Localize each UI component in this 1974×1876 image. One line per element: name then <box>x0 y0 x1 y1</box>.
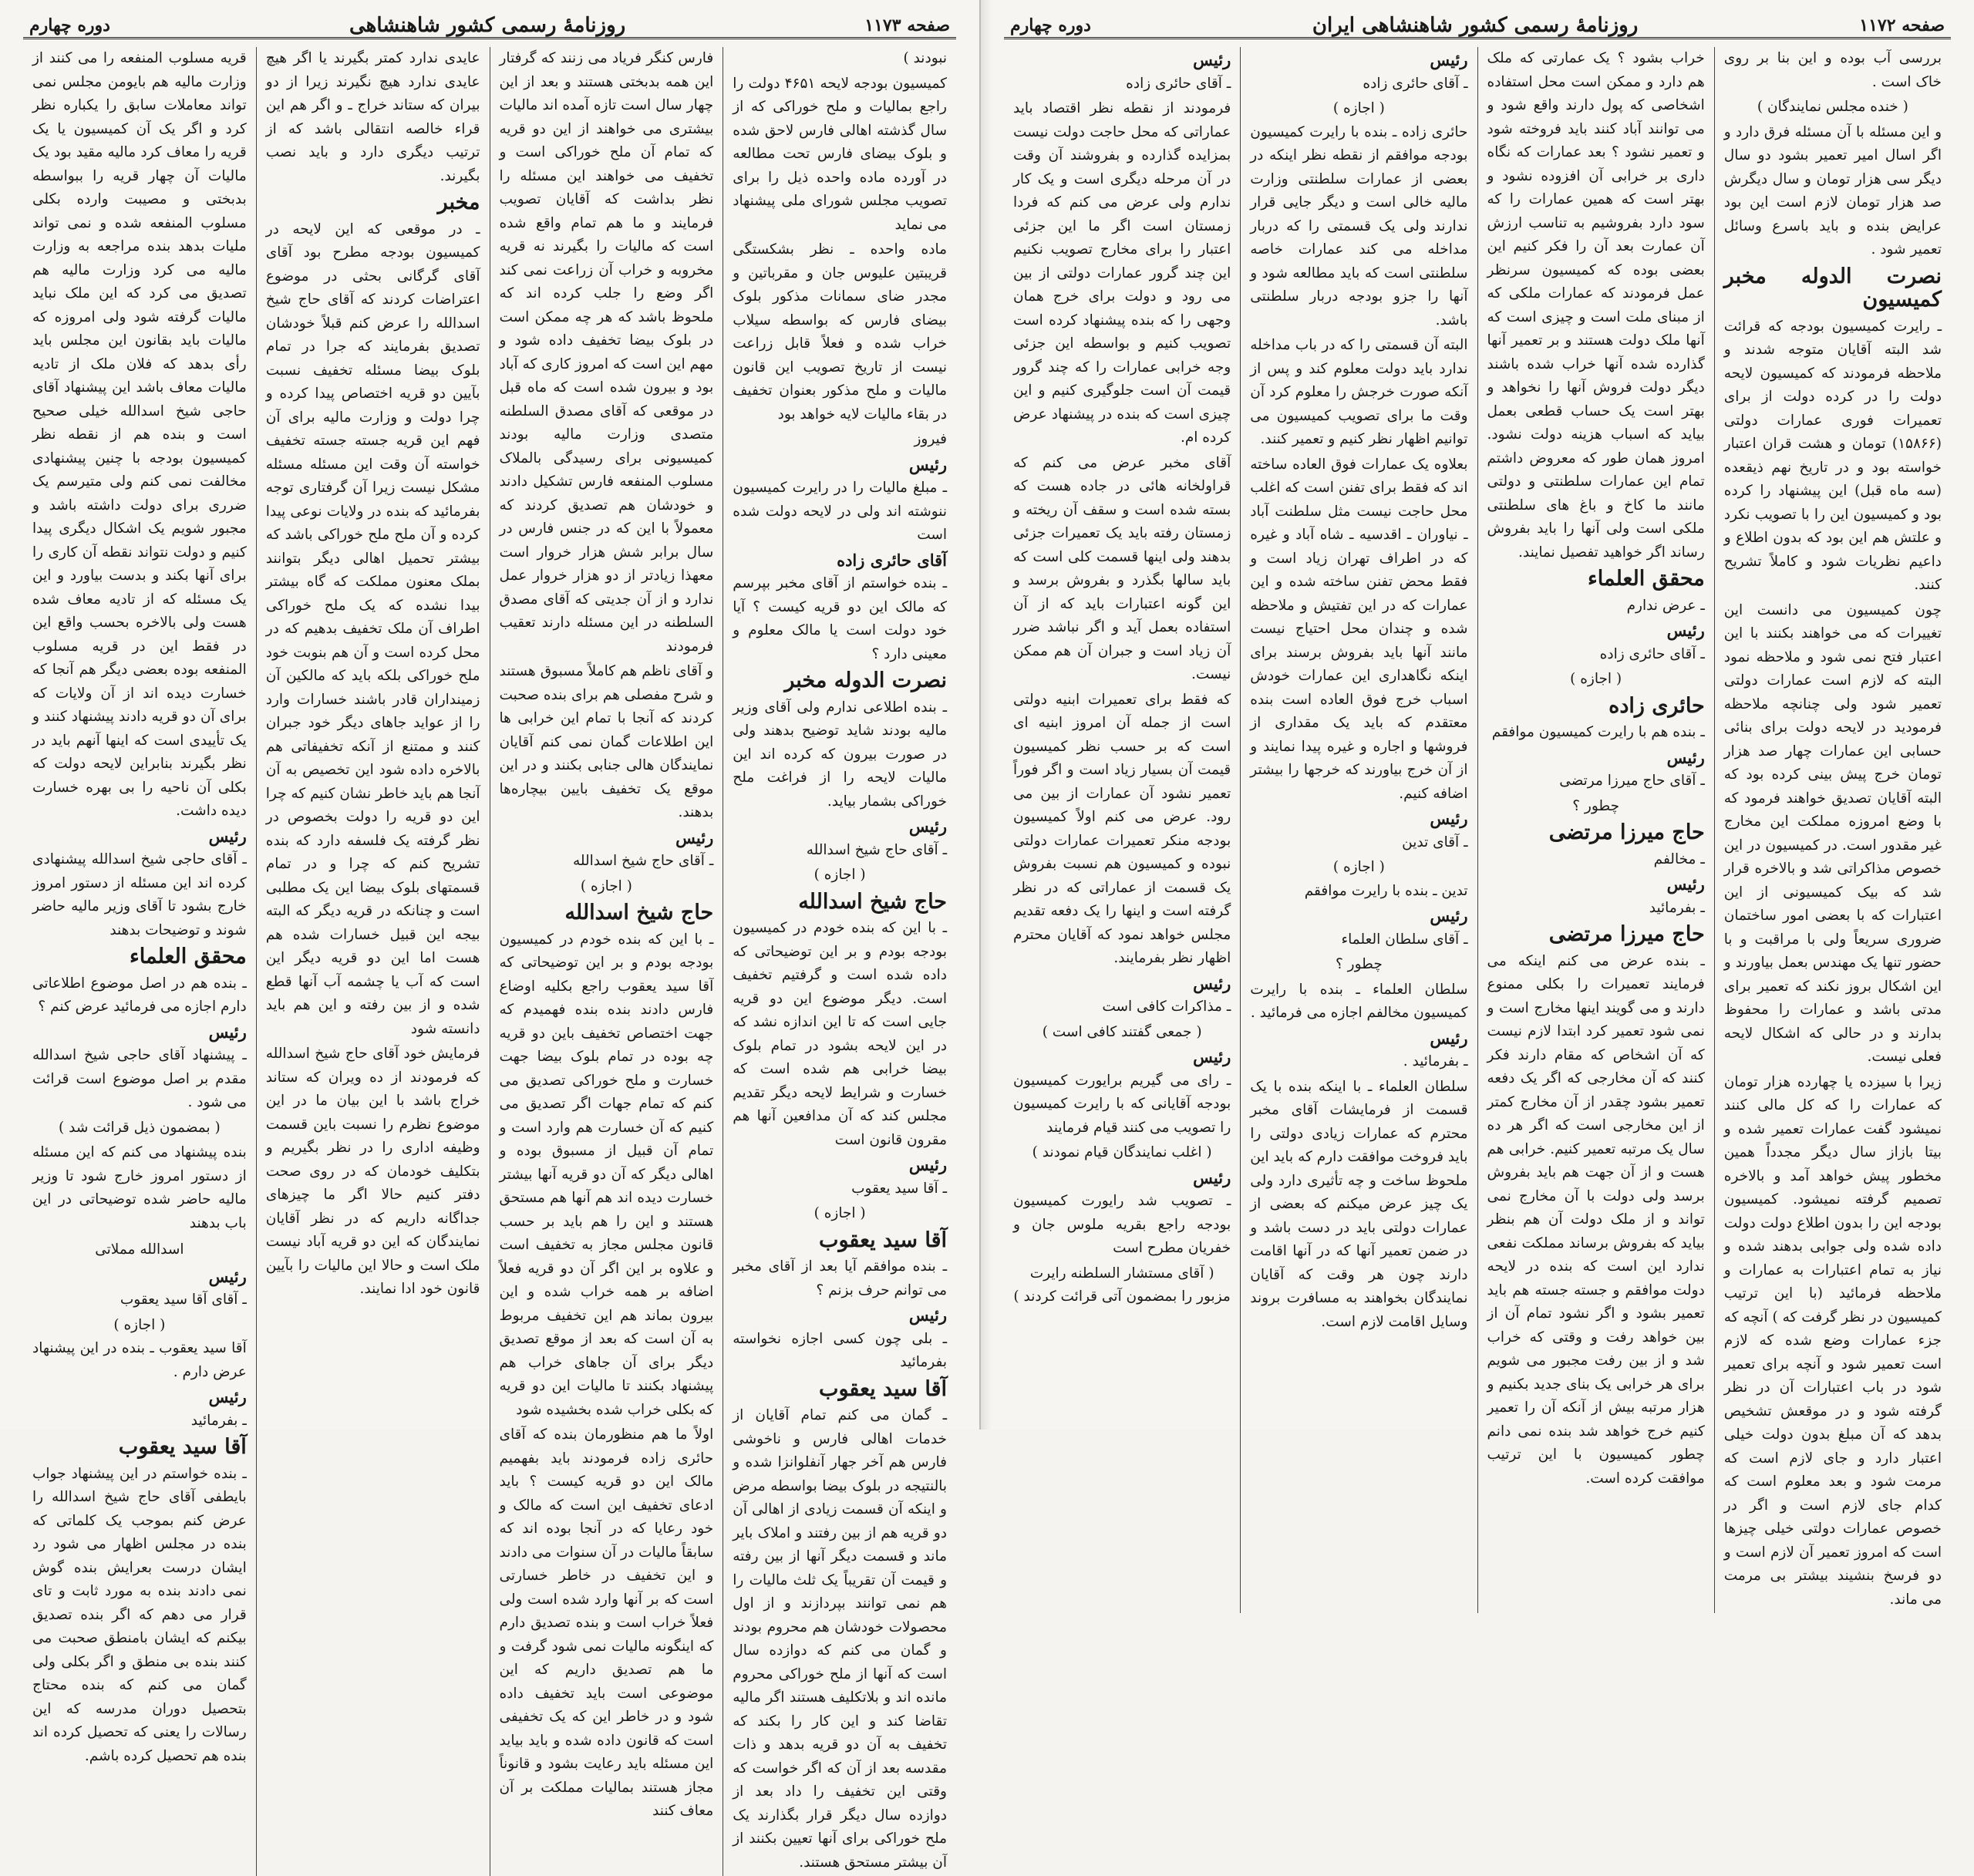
speaker-name: رئیس <box>1193 1167 1231 1187</box>
right-page-period: دوره چهارم <box>1010 15 1091 35</box>
paragraph: فرمایش خود آقای حاج شیخ اسدالله که فرمودند از ده ویران که ستاند خراج باشد با این بیان ما در این موضوع نظرم را نسبت باین قسمت وظیفه اداری را در نظر بگیریم و بتکلیف خودمان که در روی صحت دفتر کنیم حالا اگر ما چیزهای جداگانه داریم که در نظر آقایان نمایندگان که این دو قریه آباد نیست ملک است و حالا این مالیات را بآیین قانون خود ادا نمایند. <box>265 1046 480 1297</box>
speaker-heading: حاج شیخ اسدالله <box>798 889 947 914</box>
paragraph: و این مسئله با آن مسئله فرق دارد و اگر اسال امیر تعمیر بشود دو سال دیگر سی هزار تومان و سال دیگرش صد هزار تومان لازم است این بود عرایض بنده و باید باسرع وسائل تعمیر شود . <box>1723 123 1942 258</box>
paragraph: ـ بنده هم در اصل موضوع اطلاعاتی دارم اجازه می فرمائید عرض کنم ؟ <box>32 975 247 1015</box>
gutter-shadow <box>981 0 992 1430</box>
right-page <box>979 0 1974 1608</box>
paragraph: کمیسیون بودجه لایحه ۴۶۵۱ دولت را راجع بمالیات و ملح خوراکی که از سال گذشته اهالی فارس لاحق شده و بلوک بیضای فارس تحت مطالعه در آورده ماده واحده ذیل را برای تصویب مجلس شورای ملی پیشنهاد می نماید <box>733 75 947 233</box>
paragraph: ـ آقای تدین <box>1402 834 1468 850</box>
paragraph: البته آن قسمتی را که در باب مداخله ندارد باید دولت معلوم کند و پس از آنکه صورت خرجش را معلوم کرد آن وقت ما برای تصویب کمیسیون می توانیم اظهار نظر کنیم و تعمیر کنند. <box>1250 337 1468 447</box>
paragraph: ـ بنده عرض می کنم اینکه می فرمایند تعمیرات را بکلی ممنوع دارند و می گویند اینها مخارج است و نمی شود تعمیر کرد ابتدا لازم نیست که آن اشخاص که مقام دارند فکر کنند که آن مخارجی که اگر یک دفعه تعمیر بشود چقدر از آن مخارج کمتر از این مخارجی است که اگر هر ده سال یک مرتبه تعمیر کنیم. خرابی هم هست و از آن جهت هم باید بفروش برسد ولی دولت با آن مخارج نمی تواند و از ملک دولت آن هم بنظر بیاید که بفروش برساند مملکت نفعی ندارد این است که بنده در لایحه دولت موافقم و جسته‌ جسته هم باید تعمیر بشود و اگر نشود تمام آن از بین خواهد رفت و وقتی که خراب شد و از بین رفت مجبور می شویم برای هر خرابی یک بنای جدید بکنیم و هزار مرتبه بیش از آنکه آن را تعمیر کنیم خرج خواهد شد بنده نمی دانم چطور کمیسیون با این ترتیب موافقت کرده است. <box>1487 952 1705 1487</box>
paragraph: ـ آقای حائری زاده <box>1363 75 1468 92</box>
permission-note: ( اجازه ) <box>814 867 866 883</box>
paragraph: بررسی آب بوده و این بنا بر روی خاک است . <box>1723 50 1942 90</box>
paragraph: ـ بنده اطلاعی ندارم ولی آقای وزیر مالیه بودند شاید توضیح بدهند ولی در صورت بیرون که کرده اند این مالیات لایحه را از فراغت ملح خوراکی بشمار بیاید. <box>733 699 947 810</box>
speaker-heading: محقق العلماء <box>1588 567 1705 591</box>
paragraph: که فقط برای تعمیرات ابنیه دولتی است از جمله آن امروز ابنیه ای است که بر حسب نظر کمیسیون قیمت آن بسیار زیاد است و اگر فوراً تعمیر نشود آن عمارات از بین می رود. عرض می کنم اولاً کمیسیون بودجه منکر تعمیرات عمارات دولتی نبوده و کمیسیون هم نسبت بفروش یک قسمت از عماراتی که در نظر گرفته است و اینها را یک دفعه تقدیم مجلس خواهد نمود که آقایان محترم اظهار نظر بفرمایند. <box>1013 691 1231 966</box>
speaker-name: رئیس <box>208 1266 247 1286</box>
text-column <box>1714 47 1951 1613</box>
speaker-name: رئیس <box>908 1155 947 1174</box>
speaker-name: رئیس <box>1430 50 1468 69</box>
speaker-heading: آقا سید یعقوب <box>118 1435 247 1459</box>
paragraph: ـ آقای حاجی شیخ اسدالله پیشنهادی کرده اند این مسئله از دستور امروز خارج بشود تا آقای وزیر مالیه حاضر شوند و توضیحات بدهند <box>32 851 247 938</box>
paragraph: قریه مسلوب المنفعه را می کنند از وزارت مالیه هم بایومن مجلس نمی تواند معاملات سابق را یکباره نظر کرد و اگر یک آن کمیسیون یا یک قریه را معاف کرد مالیه مقید بود یک مالیات آن چهار قریه را ببواسطه بدبختی و مصیبت وارده بکلی مسلوب المنفعه شده و نمی تواند ملیات بدهد بنده مراجعه به وزارت مالیه می کرد وزارت مالیه هم تصدیق می کرد که این ملک نباید مالیات گرفته شود ولی امروزه که مالیات باید بقانون این مجلس باید رأی بدهد که فلان ملک از تادیه مالیات معاف باشد این پیشنهاد آقای حاجی شیخ اسدالله خیلی صحیح است و بنده هم از نقطه نظر کمیسیون بودجه با چنین پیشنهادی مخالفت نمی کنم ولی متیرسم یک ضرری برای دولت داشته باشد و مجبور شویم یک اشکال دیگری پیدا کنیم و دولت نتواند نقطه آن کاری را برای آنها بکند و بدست بیاورد و این یک مسئله که از تادیه معاف شده هست ولی بالاخره بحسب واقع این در فقط این در قریه مسلوب المنفعه بوده بعضی دیگر هم آنجا که خسارت دیده اند از آن ولایات که برای آن دو قریه دادند پیشنهاد کنند و یک تأییدی است که اینها آنهم باید در نظر بگیرند بنابراین لایحه دولت که بکلی آن ناحیه را بی بهره خسارت دیده داشت. <box>32 50 247 819</box>
paragraph: ـ در موقعی که این لایحه در کمیسیون بودجه مطرح بود آقای آقای گرگانی بحثی در موضوع اعتراضات کردند که آقای حاج شیخ اسدالله را عرض کنم قبلاً خودشان تصدیق بفرمایند که جرا در تمام بلوک بیضا مسئله تخفیف نسبت بآیین دو قریه اختصاص پیدا کرده و چرا دولت و وزارت مالیه برای آن فهم این قریه جسته‌ جسته تخفیف خواسته آن وقت این مسئله مسئله مشکل نیست زیرا آن گرفتاری توجه بفرمائید که بنده در ولایات نوعی پیدا کرده و آن ملح ملح خوراکی باشد که بیشتر تحمیل اهالی دیگر بتوانند بملک معنون مملکت که گاه بیشتر بیدا نشده که یک ملح خوراکی اطراف آن ملک تخفیف بدهیم که در محل کرده است و آن هم بنوبت خود ملح خوراکی بلکه باید که مالکین آن زمینداران قادر باشند خسارات وارد را از عواید جاهای دیگر خود جبران کنند و ممتنع از آنکه تخفیفاتی هم بالاخره داده شود این تخصیص به آن آنجا هم باید خاطر نشان کنیم که چرا این دو قریه را دولت بخصوص در نظر گرفته یک فلسفه دارد که بنده تشریح کنم که چرا و در تمام قسمتهای بلوک بیضا این یک مطلبی است و چنانکه در قریه دیگر که البته بیجه این قبیل خسارات شده هم هست اما این دو قریه دیگر این است که آب یا چشمه آب آنها قطع شده و از بین رفته و این هم باید دانسته شود <box>265 221 480 1037</box>
parenthetical-note: ( اغلب نمایندگان قیام نمودند ) <box>1032 1144 1212 1160</box>
paragraph: ـ آقا سید یعقوب <box>851 1180 947 1197</box>
text-column <box>256 47 490 1876</box>
paragraph: بعلاوه یک عمارات فوق العاده ساخته اند که فقط برای تفنن است که اغلب محل حاجت نیست مثل سلطنت آباد ـ نیاوران ـ اقدسیه ـ شاه آباد و غیره که در اطراف تهران زیاد است و فقط محض تفنن ساخته شده و این عمارات که در این تفتیش و ملاحظه شده و چندان محل احتیاج نیست مانند آنها باید بفروش برسند برای اینکه نگاهداری این عمارات خودش اسباب خرج فوق العاده است بنده معتقدم که باید یک مقداری از فروشها و اجاره و غیره پیدا نمایند و از آن خرج بیاورند که خرجها را بیشتر اضافه کنیم. <box>1250 456 1468 802</box>
paragraph: ـ مخالفم <box>1653 850 1705 867</box>
speaker-heading: حاج میرزا مرتضی <box>1548 820 1705 844</box>
speaker-heading: مخبر <box>437 190 480 214</box>
text-column <box>1477 47 1714 1613</box>
speaker-heading: آقا سید یعقوب <box>819 1376 947 1401</box>
paragraph: ـ آقای حائری زاده <box>1599 645 1705 662</box>
paragraph: فرمودند از نقطه نظر اقتصاد باید عماراتی که محل حاجت دولت نیست بمزایده گذارده و بفروشند آن وقت در آن مرحله دیگری است و یک کار ندارم ولی عرض می کنم که فردا زمستان است اگر ما این جزئی اعتبار را برای مخارج تصویب نکنیم این چند گرور عمارات دولتی از بین می رود و دولت برای خرج همان وجهی را که بنده پیشنهاد کرده است تصویب کنیم و بواسطه این جزئی وجه خرابی عمارات را که چند گرور قیمت آن است جلوگیری کنیم و این چیزی است که بنده در پیشنهاد عرض کرده ام. <box>1013 100 1231 446</box>
text-column <box>1004 47 1240 1613</box>
left-page <box>0 0 979 1871</box>
parenthetical-note: ( خنده مجلس نمایندگان ) <box>1757 99 1908 115</box>
paragraph: ـ رایرت کمیسیون بودجه که قرائت شد البته آقایان متوجه شدند و ملاحظه فرمودند که کمیسیون لایحه دولت را در کرده دولت از برای تعمیرات فوری عمارات دولتی (۱۵۸۶۶) تومان و هشت قران اعتبار خواسته بود و در تاریخ نهم ذیقعده (سه ماه قبل) این پیشنهاد را کرده بود و کمیسیون این را با تصویب نکرد و علتش هم این بود که بدون اطلاع و داعیم نظریات شود و کاملاً تشریح کنند. <box>1723 318 1942 593</box>
right-page-number: صفحه ۱۱۷۲ <box>1859 15 1945 35</box>
paragraph: ـ بفرمائید <box>1649 899 1705 916</box>
permission-note: ( اجازه ) <box>113 1316 166 1333</box>
paragraph: ـ رای می گیریم برایورت کمیسیون بودجه آقایانی که با رایرت کمیسیون را تصویب می کنند قیام فرمایند <box>1013 1072 1231 1136</box>
parenthetical-note: چطور ؟ <box>1572 797 1620 814</box>
paragraph: سلطان العلماء ـ بنده با رایرت کمیسیون مخالفم اجازه می فرمائید . <box>1250 981 1468 1021</box>
speaker-name: رئیس <box>208 1387 247 1406</box>
paragraph: تدین ـ بنده با رایرت موافقم <box>1304 882 1468 899</box>
paragraph: ـ بفرمائید . <box>1403 1053 1468 1069</box>
paragraph: ـ آقای حاج شیخ اسدالله <box>806 841 947 858</box>
permission-note: ( اجازه ) <box>580 877 632 894</box>
paragraph: ـ پیشنهاد آقای حاجی شیخ اسدالله مقدم بر اصل موضوع است قرائت می شود . <box>32 1047 247 1110</box>
paragraph: ـ آقای حائری زاده <box>1126 75 1231 92</box>
paragraph: ـ با این که بنده خودم در کمیسیون بودجه بودم و بر این توضیحاتی که داده شده است و گرفتیم تخفیف است. دیگر موضوع این دو قریه جایی است که تا این اندازه نشد که در این لایحه بشود در تمام بلوک بیضا خرابی هم شده است که خسارت و شرایط لایحه دیگر تقدیم مجلس کند که آن مدافعین آنها هم مقرون قانون است <box>733 920 947 1148</box>
paragraph: فارس کنگر فریاد می زنند که گرفتار این همه بدبختی هستند و بعد از این چهار سال است تازه آمده اند مالیات بیشتری می خواهند از این دو قریه که تمام آن ملح خوراکی است و تخفیف می خواهند این مسئله را نظر بداشت که آقایان تصویب فرمایند و ما هم تمام واقع شده است که مالیات را بگیرند نه قریه مخروبه و خراب آن زراعت نمی کند اگر وضع را جلب کرده اند که ملحوظ باشد که هر چه ممکن است در بلوک بیضا تخفیف داده شود و مهم این است که امروز کاری که آباد بود و بیرون شده است که ماه قبل در موقعی که آقای مصدق السلطنه متصدی وزارت مالیه بودند کمیسیونی برای رسیدگی بالملاک مسلوب المنفعه فارس تشکیل دادند و خودشان هم تصدیق کردند که معمولاً با این که در جنس فارس در سال برابر شش هزار خروار است معهذا زیادتر از دو هزار خروار عمل ندارد و از آن جدیتی که آقای مصدق السلطنه در این مسئله دارند تعقیب فرمودند <box>499 50 714 655</box>
paragraph: ـ بفرمائید <box>190 1412 247 1429</box>
paragraph: ـ آقای حاج شیخ اسدالله <box>572 853 714 869</box>
paragraph: ـ بنده هم با رایرت کمیسیون موافقم <box>1491 724 1705 740</box>
paragraph: ـ گمان می کنم تمام آقایان از خدمات اهالی فارس و ناخوشی فارس هم آخر جهار آنفلوانزا شده و بالنتیجه در بلوک بیضا بواسطه مرض و اینکه آن قسمت زیادی از اهالی آن دو قریه هم از بین رفتند و املاک بایر ماند و قسمت دیگر آنها از بین رفته و قیمت آن تقریباً یک ثلث مالیات را هم نمی توانند بپردازند و از اول محصولات خودشان هم محروم بودند و گمان می کنم که دوازده سال است که آنها از ملح خوراکی محروم مانده اند و بلاتکلیف هستند اگر مالیه تقاضا کند و این کار را بکند که تخفیف به آن دو قریه بدهد و ذات مقدسه بعد از آن که اگر خواست که وقتی این تخفیف را داد بعد از دوازده سال دیگر قرار بگذارند یک ملح خوراکی برای آنها تعیین بکنند از آن بیشتر مستحق هستند. <box>733 1407 947 1871</box>
paragraph: فیروز <box>914 431 947 447</box>
parenthetical-note: ( آقای مستشار السلطنه رایرت مزبور را بمضمون آتی قرائت کردند ) <box>1013 1265 1231 1305</box>
paragraph: ـ مذاکرات کافی است <box>1102 999 1231 1015</box>
speaker-name: رئیس <box>908 817 947 836</box>
paragraph: زیرا با سیزده یا چهارده هزار تومان که عمارات را که کل مالی کنند نمیشود گفت عمارات تعمیر شده و بیتا بازاز سال دیگر مجدداً همین مخطور پیش خواهد آمد و بالاخره تصمیم گرفته نمیشود. کمیسیون بودجه این را بدون اطلاع دولت دولت داده شده ولی جوابی بدهند شده و نیاز به تمام اعتبارات به عمارات و ملاحظه فرمائید (با این ترتیب کمیسیون در نظر گرفت که ) آنچه که جزء عمارات وضع شده که لازم است تعمیر شود و آنچه برای تعمیر شود در باب اعتبارات آن در نظر گرفته شود و در موقعش تشخیص بدهد که آن مبلغ بدون دولت خیلی اعتبار دارد و جای لازم است که مرمت شود و بعد معلوم است که کدام جای لازم است و اگر در خصوص عمارات دولتی خیلی چیزها است که امروز تعمیر آن لازم است و دو فرسخ بنشیند بیشتر بی مرمت می ماند. <box>1723 1073 1942 1608</box>
speaker-heading: نصرت الدوله مخبر <box>784 669 947 692</box>
permission-note: ( اجازه ) <box>1332 100 1385 116</box>
paragraph: چون کمیسیون می دانست این تغییرات که می خواهند بکنند با این اعتبار فتح نمی شود و ملاحظه نمود البته که لازم است عمارات دولتی تعمیر شود ولی چنانچه ملاحظه فرمودید در لایحه دولت برای بنائی حسابی این عمارات چهار صد هزار تومان خرج پیش بینی کرده بود که البته آقایان تصدیق خواهند فرمود که با وضع امروزه مملکت این مخارج غیر مقدور است. در کمیسیون در این خصوص مذاکراتی شد و بالاخره قرار شد که بیک کمیسیونی از این اعتبارات که با بعضی امور ساختمان ضروری سریعاً ولی با مراقبت و با حضور تنها یک مهندس بعمل بیاورند و این اشکال بروز نکند که تعمیر برای مدتی باشد و عمارات را محفوظ بدارند و در حالی که اشکال لایحه فعلی نیست. <box>1723 601 1942 1065</box>
signature-line: اسدالله مملاتی <box>95 1241 184 1258</box>
left-page-period: دوره چهارم <box>29 15 110 35</box>
speaker-name: رئیس <box>208 826 247 846</box>
speaker-name: رئیس <box>1430 809 1468 828</box>
speaker-name: رئیس <box>1193 973 1231 993</box>
paragraph: بنده پیشنهاد می کنم که این مسئله از دستور امروز خارج شود تا وزیر مالیه حاضر شده توضیحاتی در این باب بدهند <box>32 1144 247 1231</box>
permission-note: ( اجازه ) <box>814 1205 866 1221</box>
left-page-number: صفحه ۱۱۷۳ <box>864 15 950 35</box>
paragraph: ـ تصویب شد رایورت کمیسیون بودجه راجع بقریه ملوس جان و خفریان مطرح است <box>1013 1193 1231 1256</box>
speaker-name: رئیس <box>1666 747 1705 767</box>
text-column <box>490 47 723 1876</box>
right-page-columns <box>1004 47 1951 1613</box>
speaker-name: رئیس <box>1430 906 1468 925</box>
paragraph: ـ عرض ندارم <box>1626 597 1705 614</box>
speaker-name: رئیس <box>908 1305 947 1325</box>
paragraph: ـ بنده خواستم در این پیشنهاد جواب بایطفی آقای حاج شیخ اسدالله را عرض کنم بموجب یک کلماتی که بنده در مجلس اظهار می شود رد ایشان درست بعرایش بنده گوش نمی دادند بنده به مورد ثابت و تای قرار می دهم که اگر بنده تصدیق بیکنم که ایشان بامنطق صحبت می کنند بنده بی منطق و اگر بکلی ولی گمان می کنم که بنده محتاج بتحصیل دوران مدرسه که این رسالات را یعنی که تحصیل کرده اند بنده هم تحصیل کرده باشم. <box>32 1465 247 1764</box>
paragraph: عایدی ندارد کمتر بگیرند یا اگر هیچ عایدی ندارد هیچ نگیرند زیرا از دو بیران که ستاند خراج ـ و اگر هم این قراء خالصه انتقالی باشد که از ترتیب دیگری دارد و باید نصب بگیرند. <box>265 50 480 184</box>
paragraph: ـ آقای سلطان العلماء <box>1341 931 1468 948</box>
paragraph: ـ بلی چون کسی اجازه نخواسته بفرمائید <box>733 1330 947 1370</box>
speaker-heading: حاج میرزا مرتضی <box>1548 922 1705 946</box>
speaker-name: رئیس <box>908 454 947 474</box>
left-page-columns <box>23 47 956 1876</box>
paragraph: ـ با این که بنده خودم در کمیسیون بودجه بودم و بر این توضیحاتی که آقا سید یعقوب راجع بکلیه اوضاع فارس دادند بنده بنده فهمیدم که جهت اختصاص تخفیف باین دو قریه چه بوده در تمام بلوک بیضا جهت خسارت و ملح خوراکی تصدیق می کنم که تمام جهات اگر تصدیق می کنیم که آن خسارت هم وارد است و تمام آن قبیل از مسبوق بوده و اهالی دیگر که آن دو قریه آنها بیشتر خسارت دیده اند هم آنها هم مستحق هستند و این را هم باید بر حسب قانون مجلس مجاز به تخفیف است و علاوه بر این اگر آن دو قریه فعلاً اضافه بر همه خراب شده و این بیرون بماند هم این تخفیف مربوط به آن است که بعد از موقع تصدیق دیگر برای آن جاهای خراب هم پیشنهاد بکنند تا مالیات این دو قریه که بکلی خراب شده بخشیده شود <box>499 931 714 1418</box>
paragraph: ـ بنده موافقم آیا بعد از آقای مخبر می توانم حرف بزنم ؟ <box>733 1258 947 1298</box>
speaker-name: آقای حائری زاده <box>837 550 947 570</box>
speaker-heading: آقا سید یعقوب <box>819 1228 947 1252</box>
speaker-heading: محقق العلماء <box>130 945 247 968</box>
speaker-name: رئیس <box>208 1022 247 1042</box>
paragraph: ـ آقای حاج میرزا مرتضی <box>1559 773 1705 789</box>
parenthetical-note: ( جمعی گفتند کافی است ) <box>1042 1023 1202 1040</box>
left-page-header <box>23 14 956 39</box>
left-page-masthead: روزنامۀ رسمی کشور شاهنشاهی <box>349 14 626 37</box>
paragraph: ماده واحده ـ نظر بشکستگی قریبتین علیوس جان و مقرباتین و مجدر ضای سمانات مذکور بلوک بیضای فارس که بواسطه سیلاب خراب شده و فعلاً قابل زراعت نیست از تاریخ تصویب این قانون مالیات و ملح مذکور بعنوان تخفیف در بقاء مالیات لایه خواهد بود <box>733 241 947 423</box>
paragraph: ـ بنده خواستم از آقای مخبر بپرسم که مالک این دو قریه کیست ؟ آیا خود دولت است یا مالک معلوم و معینی دارد ؟ <box>733 575 947 662</box>
speaker-heading: نصرت الدوله مخبر کمیسیون <box>1723 264 1942 312</box>
speaker-name: رئیس <box>1193 1047 1231 1066</box>
text-column <box>723 47 956 1876</box>
paragraph: سلطان العلماء ـ با اینکه بنده با یک قسمت از فرمایشات آقای مخبر محترم که عمارات زیادی دولتی را باید فروخت موافقت دارم که باید این ملحوظ ساخت و چه تأثیری دارد ولی یک چیز عرض میکنم که بعضی از عمارات دولتی باید در دست باشد و در ضمن تعمیر آنها که در آنها اقامت دارند چون هر وقت که آقایان نمایندگان بخواهند به مسافرت بروند وسایل اقامت لازم است. <box>1250 1078 1468 1330</box>
speaker-name: رئیس <box>1193 50 1231 69</box>
parenthetical-note: چطور ؟ <box>1335 956 1383 972</box>
paragraph: آقا سید یعقوب ـ بنده در این پیشنهاد عرض دارم . <box>32 1340 247 1380</box>
speaker-name: رئیس <box>675 827 714 847</box>
paragraph: و آقای ناظم هم کاملاً مسبوق هستند و شرح مفصلی هم برای بنده صحبت کردند که آنجا با تمام این خرابی ها این اطلاعات گمان نمی کنم آقایان نمایندگان هالی جنابی بکنند و در این موقع یک تخفیف بایین بیچاره‌ها بدهند. <box>499 663 714 820</box>
paragraph: ـ مبلغ مالیات را در رایرت کمیسیون ننوشته اند ولی در لایحه دولت شده است <box>733 480 947 543</box>
permission-note: ( اجازه ) <box>1570 671 1622 687</box>
paragraph: حائری زاده ـ بنده با رایرت کمیسیون بودجه موافقم از نقطه نظر اینکه در بعضی از عمارات سلطنتی وزارت مالیه خالی است و دیگر جایی قرار ندارند ولی یک قسمتی را که دربار مداخله می کند عمارات خاصه سلطنتی است که باید مطالعه شود و آنها را جزو بودجه دربار سلطنتی باشد. <box>1250 123 1468 328</box>
speaker-heading: حائری زاده <box>1609 693 1705 718</box>
speaker-heading: حاج شیخ اسدالله <box>564 901 714 925</box>
speaker-name: رئیس <box>1666 621 1705 640</box>
permission-note: ( اجازه ) <box>1332 859 1385 875</box>
paragraph: آقای مخبر عرض می کنم که قراولخانه هائی در جاده هست که بسته شده است و سقف آن ریخته و زمستان رفته باید یک تعمیرات جزئی بدهند ولی اینها قسمت کلی است که باید سالها بگذرد و بفروش برسد و این گونه اعتبارات باید که از آن استفاده بعمل آید و اگر نباشد ضرر آن زیاد است و جبران آن هم ممکن نیست. <box>1013 454 1231 682</box>
speaker-name: رئیس <box>1666 874 1705 894</box>
paragraph: ـ آقای آقا سید یعقوب <box>120 1292 247 1308</box>
paragraph: خراب بشود ؟ یک عمارتی که ملک هم دارد و ممکن است محل استفاده اشخاصی که پول دارند واقع شود و می توانند آباد کنند باید فروخته شود و تعمیر نشود ؟ بعد عمارات که نگاه داری بر خرابی آن افزوده نشود و بهتر است که همین عمارات را که سود دارد بفروشیم به تناسب ارزش آن عمارت بعد آن را فکر کنیم این بعضی بوده که کمیسیون سرنظر عمل فرمودند که عمارات ملکی که از مبنای ملت است و چیزی است که آنها ملک دولت هستند و بر تعمیر آنها گذارده شده آنها خراب شده باشند دیگر دولت فروش آنها را نخواهد و بهتر است یک حساب قطعی بعمل بیاید که اسباب هزینه دولت نشود. امروز همان طور که معروض داشتم تمام این عمارات سلطنتی و دولتی مانند ما کاخ و باغ های سلطنتی ملکی است ولی آنها را باید بفروش رساند اگر خواهید تفصیل نمایند. <box>1487 50 1705 561</box>
speaker-name: رئیس <box>1430 1028 1468 1048</box>
parenthetical-note: ( بمضمون ذیل قرائت شد ) <box>59 1119 221 1136</box>
paragraph: اولاً ما هم منظورمان بنده که آقای حائری زاده فرمودند باید بفهمیم مالک این دو قریه کیست ؟ باید ادعای تخفیف این است که مالک و خود رعایا که در آنجا بوده اند که سابقاً مالیات در آن سنوات می دادند و این تخفیف در خاطر خسارتی است که بر آنها وارد شده است ولی فعلاً خراب است و بنده تصدیق دارم که اینگونه مالیات نمی شود گرفت و ما هم تصدیق داریم که این موضوعی است باید تخفیف داده شود و در خاطر این که یک تخفیفی است که قانون داده شده و باید بیاید این مسئله باید رعایت بشود و قانوناً مجاز هستند بمالیات مملکت بر آن معاف کنند <box>499 1426 714 1819</box>
text-column <box>1240 47 1477 1613</box>
right-page-header <box>1004 14 1951 39</box>
text-column <box>23 47 256 1876</box>
right-page-masthead: روزنامۀ رسمی کشور شاهنشاهی ایران <box>1312 14 1639 37</box>
paragraph: نبودند ) <box>903 50 947 66</box>
